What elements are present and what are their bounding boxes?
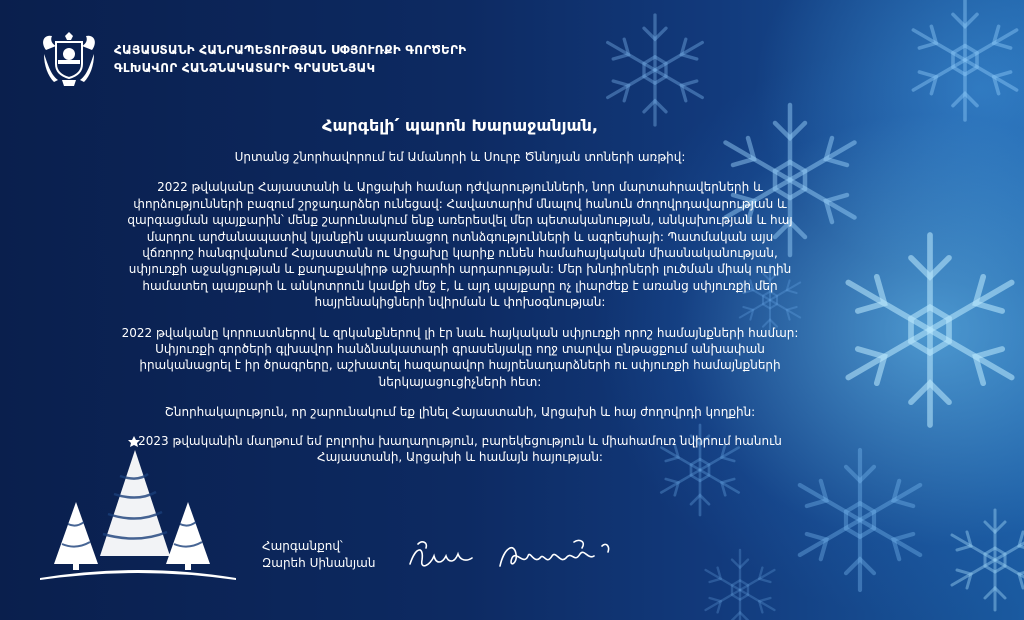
snowflake-icon <box>706 550 775 620</box>
intro-paragraph: Սրտանց շնորհավորում եմ Ամանորի և Սուրբ Ծննդյան տոների առթիվ: <box>234 150 686 164</box>
paragraph-1: 2022 թվականը Հայաստանի և Արցախի համար դժվարությունների, նոր մարտահրավերների և փորձությունների բազում շրջադարձեր ունեցավ: Հավատարիմ մնալով հանուն ժողովրդավարության և զարգացման պայքարին՝ մենք շարունակում ենք առերեսվել մեր պետականության, անկախության և հայ մարդու արժանապատիվ կյանքին սպառնացող ոտնձգությունների և ագրեսիայի: Պատմական այս վճռորոշ հանգրվանում Հայաստանն ու Արցախը կարիք ունեն համահայկական միասնականության, սփյուռքի աջակցության և քաղաքակիրթ աշխարհի արդարության: Մեր խնդիրների լուծման միակ ուղին համատեղ պայքարի և անկոտրուն կամքի մեջ է, և այդ պայքարը ոչ լիարժեք է առանց սփյուռքի մեր հայրենակիցների նվիրման և փոխօգնության: <box>127 180 793 310</box>
snowflake-icon <box>800 450 920 590</box>
greeting: Հարգելի՛ պարոն Խարաջանյան, <box>322 116 598 135</box>
coat-of-arms-icon <box>38 30 100 88</box>
paragraph-2: 2022 թվականը կորուստներով և զրկանքներով լի էր նաև հայկական սփյուռքի որոշ համայնքների համար: Սփյուռքի գործերի գլխավոր հանձնակատարի գրասենյակը ողջ տարվա ընթացքում անխափան իրականացրել է իր ծրագրերը, աշխատել հազարավոր հայրենադարձների ու սփյուռքի համայնքների ներկայացուցիչների հետ: <box>121 325 799 389</box>
header-text <box>114 41 466 77</box>
christmas-trees-icon <box>40 436 236 586</box>
snowflake-icon <box>913 0 1016 120</box>
header-line-2: ԳԼԽԱՎՈՐ ՀԱՆՁՆԱԿԱՏԱՐԻ ԳՐԱՍԵՆՅԱԿ <box>114 61 376 75</box>
signature-block <box>262 538 375 572</box>
header-line-1: ՀԱՅԱՍՏԱՆԻ ՀԱՆՐԱՊԵՏՈՒԹՅԱՆ ՍՓՅՈՒՌՔԻ ԳՈՐԾԵՐԻ <box>114 43 467 57</box>
snowflake-icon <box>952 510 1024 610</box>
paragraph-4: 2023 թվականին մաղթում եմ բոլորիս խաղաղություն, բարեկեցություն և միահամուռ նվիրում հանուն Հայաստանի, Արցախի և համայն հայության: <box>138 433 782 465</box>
letter-body <box>120 116 800 480</box>
closing-text: Հարգանքով՝ <box>262 539 343 553</box>
snowflake-icon <box>608 15 703 125</box>
signer-name: Զարեհ Սինանյան <box>262 556 376 570</box>
snowflake-icon <box>848 235 1011 425</box>
paragraph-3: Շնորհակալություն, որ շարունակում եք լինել Հայաստանի, Արցախի և հայ ժողովրդի կողքին: <box>164 405 756 420</box>
handwritten-signature <box>404 536 618 576</box>
header <box>38 30 466 88</box>
